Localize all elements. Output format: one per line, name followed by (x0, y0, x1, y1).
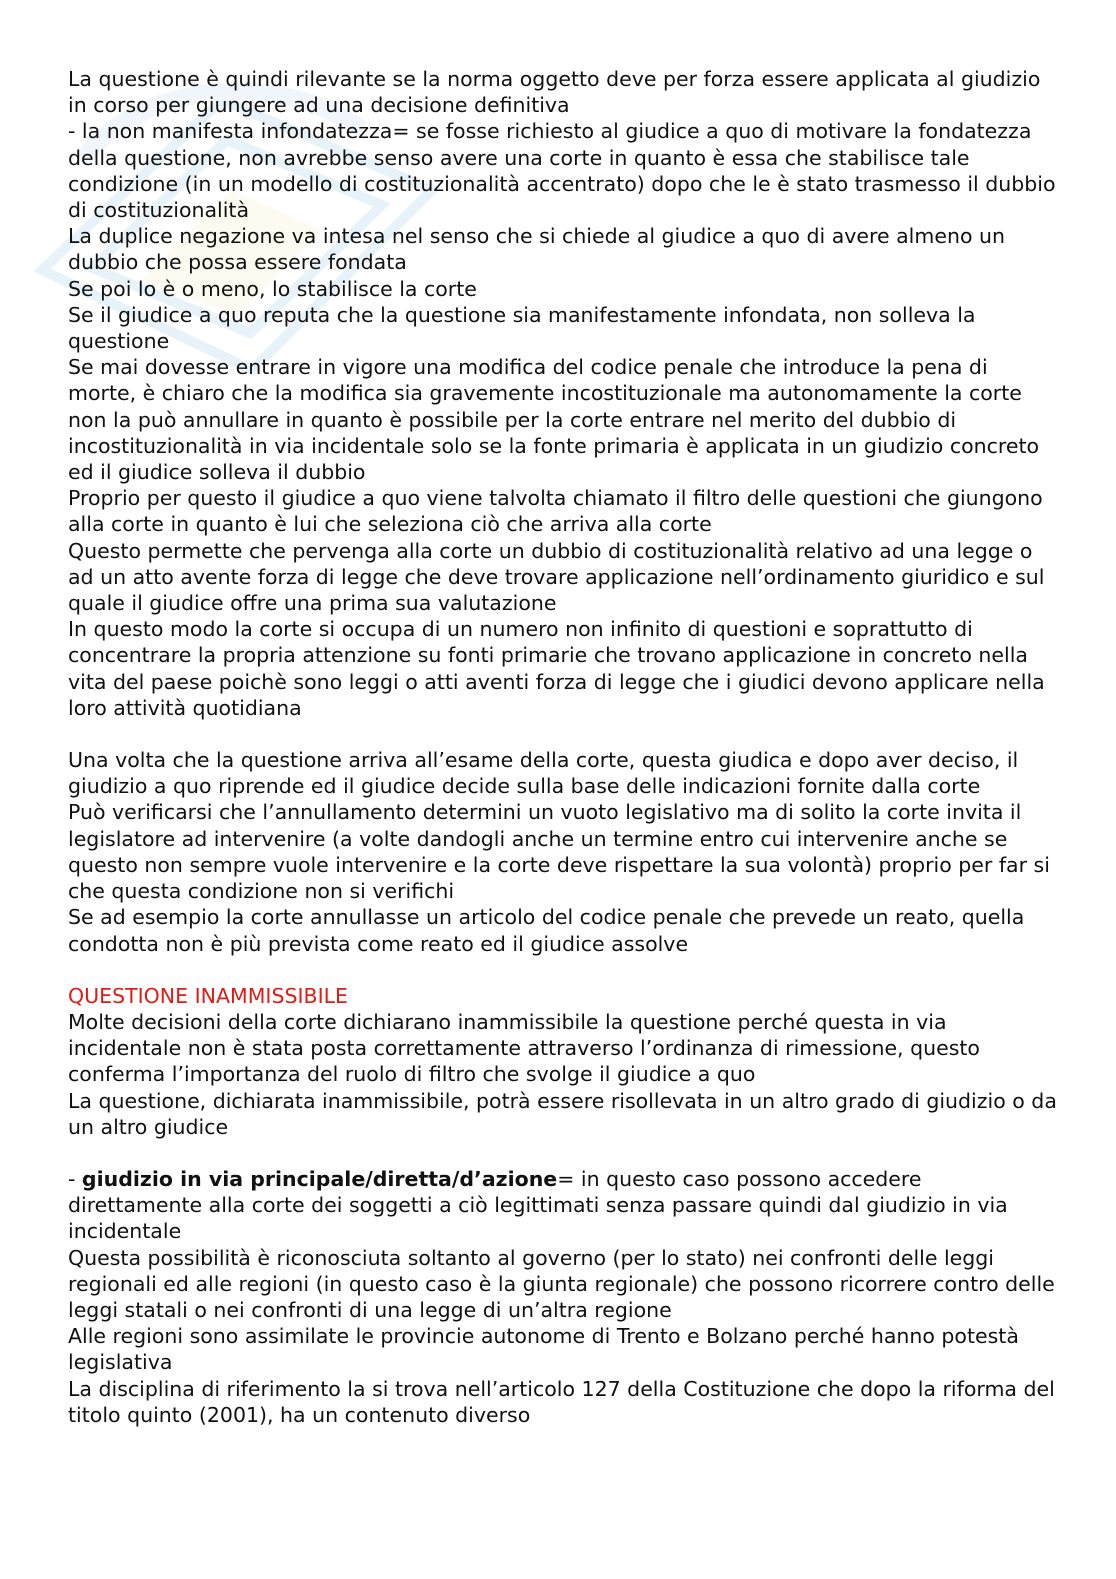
paragraph: Alle regioni sono assimilate le provincie autonome di Trento e Bolzano perché hanno potestà legislativa (68, 1324, 1019, 1375)
blank-line (68, 1140, 1058, 1166)
list-dash: - (68, 1166, 82, 1191)
paragraph: La questione, dichiarata inammissibile, potrà essere risollevata in un altro grado di giudizio o da un altro giudice (68, 1088, 1057, 1139)
bold-term: giudizio in via principale/diretta/d’azione (81, 1166, 558, 1191)
paragraph: Questa possibilità è riconosciuta soltanto al governo (per lo stato) nei confronti delle leggi regionali ed alle regioni (in questo caso è la giunta regionale) che possono ricorrere contro delle leggi statali o nei confronti di una legge di un’altra regione (68, 1245, 1055, 1322)
paragraph: Proprio per questo il giudice a quo viene talvolta chiamato il filtro delle questioni che giungono alla corte in quanto è lui che seleziona ciò che arriva alla corte (68, 486, 1043, 537)
paragraph: Una volta che la questione arriva all’esame della corte, questa giudica e dopo aver deciso, il giudizio a quo riprende ed il giudice decide sulla base delle indicazioni fornite dalla corte (68, 748, 1019, 799)
paragraph: Può verificarsi che l’annullamento determini un vuoto legislativo ma di solito la corte invita il legislatore ad intervenire (a volte dandogli anche un termine entro cui intervenire anche se questo non sempre vuole intervenire e la corte deve rispettare la sua volontà) proprio per far si che questa condizione non si verifichi (68, 800, 1050, 904)
paragraph: Questo permette che pervenga alla corte un dubbio di costituzionalità relativo ad una legge o ad un atto avente forza di legge che deve trovare applicazione nell’ordinamento giuridico e sul quale il giudice offre una prima sua valutazione (68, 538, 1045, 616)
paragraph: Se mai dovesse entrare in vigore una modifica del codice penale che introduce la pena di morte, è chiaro che la modifica sia gravemente incostituzionale ma autonomamente la corte non la può annullare in quanto è possibile per la corte entrare nel merito del dubbio di incostituzionalità in via incidentale solo se la fonte primaria è applicata in un giudizio concreto ed il giudice solleva il dubbio (68, 355, 1040, 485)
paragraph: In questo modo la corte si occupa di un numero non infinito di questioni e soprattutto di concentrare la propria attenzione su fonti primarie che trovano applicazione in concreto nella vita del paese poichè sono leggi o atti aventi forza di legge che i giudici devono applicare nella loro attività quotidiana (68, 617, 1045, 720)
paragraph: - la non manifesta infondatezza= se fosse richiesto al giudice a quo di motivare la fondatezza della questione, non avrebbe senso avere una corte in quanto è essa che stabilisce tale condizione (in un modello di costituzionalità accentrato) dopo che le è stato trasmesso il dubbio di costituzionalità (68, 119, 1056, 223)
blank-line (68, 957, 1058, 983)
paragraph: La disciplina di riferimento la si trova nell’articolo 127 della Costituzione che dopo la riforma del titolo quinto (2001), ha un contenuto diverso (68, 1376, 1055, 1427)
paragraph: La duplice negazione va intesa nel senso che si chiede al giudice a quo di avere almeno un dubbio che possa essere fondata (68, 224, 1005, 275)
paragraph: Se poi lo è o meno, lo stabilisce la corte (68, 276, 477, 301)
document-body (68, 66, 1058, 1428)
paragraph-giudizio-principale (68, 1166, 1058, 1245)
paragraph: La questione è quindi rilevante se la norma oggetto deve per forza essere applicata al giudizio in corso per giungere ad una decisione definitiva (68, 67, 1041, 118)
paragraph: Se il giudice a quo reputa che la questione sia manifestamente infondata, non solleva la questione (68, 302, 976, 354)
blank-line (68, 721, 1058, 747)
paragraph: Molte decisioni della corte dichiarano inammissibile la questione perché questa in via incidentale non è stata posta correttamente attraverso l’ordinanza di rimessione, questo conferma l’importanza del ruolo di filtro che svolge il giudice a quo (68, 1009, 980, 1087)
definition-text: = in questo caso possono accedere direttamente alla corte dei soggetti a ciò legittimati senza passare quindi dal giudizio in via incidentale (68, 1166, 1008, 1244)
paragraph: Se ad esempio la corte annullasse un articolo del codice penale che prevede un reato, quella condotta non è più prevista come reato ed il giudice assolve (68, 905, 1025, 956)
section-heading-questione-inammissibile: QUESTIONE INAMMISSIBILE (68, 983, 348, 1008)
